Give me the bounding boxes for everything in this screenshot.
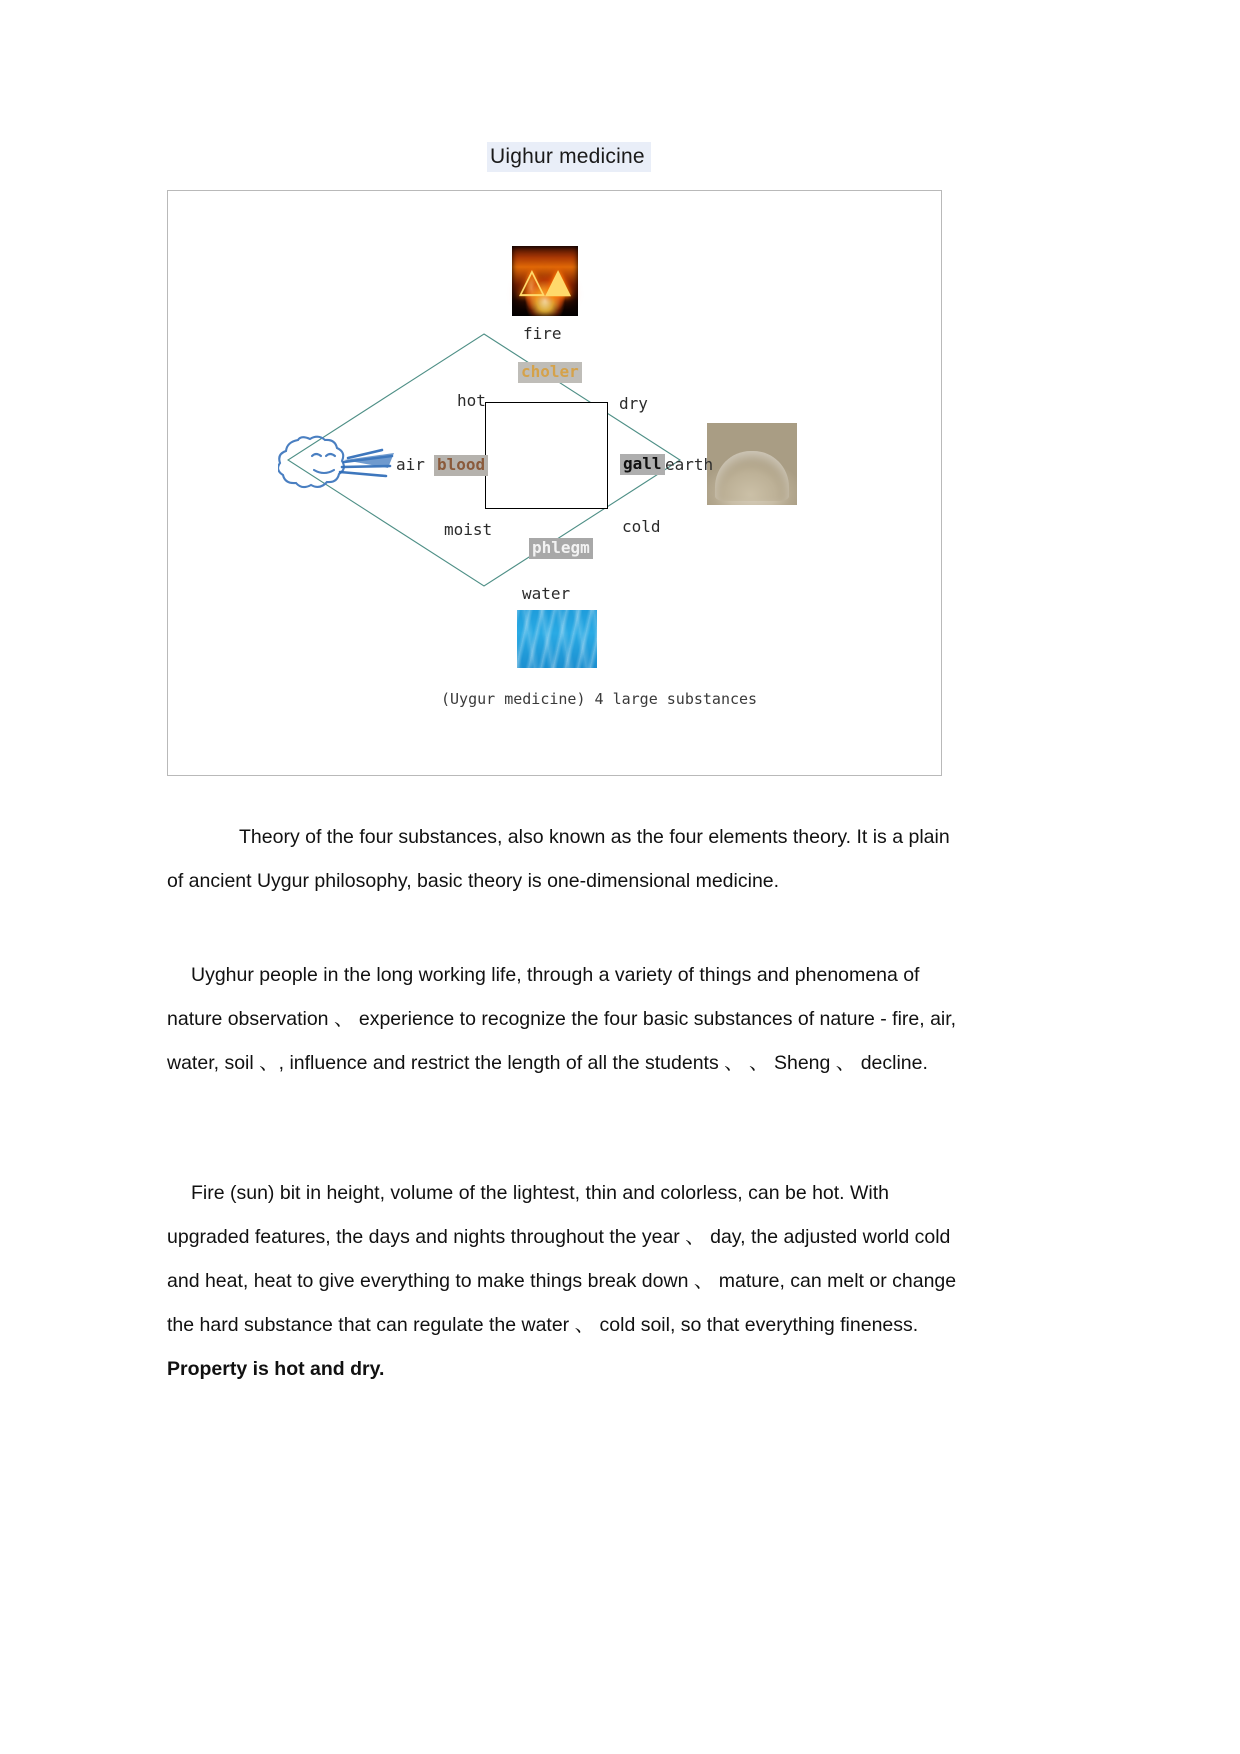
label-cold: cold xyxy=(622,517,661,536)
paragraph-three-text: Fire (sun) bit in height, volume of the lightest, thin and colorless, can be hot. With upgraded features, the days and nights throughout the year 、 day, the adjusted world cold and heat, heat to give everything to make things break down 、 mature, can melt or change the hard substance that can regulate the water 、 cold soil, so that everything fineness. xyxy=(167,1181,957,1336)
label-choler: choler xyxy=(518,362,582,383)
label-air: air xyxy=(396,455,425,474)
page-title: Uighur medicine xyxy=(487,142,651,172)
fire-photo xyxy=(512,246,578,316)
label-phlegm: phlegm xyxy=(529,538,593,559)
label-hot: hot xyxy=(457,391,486,410)
paragraph-three xyxy=(167,1171,957,1391)
label-dry: dry xyxy=(619,394,648,413)
paragraph-two xyxy=(167,953,957,1085)
paragraph-one-text: Theory of the four substances, also known as the four elements theory. It is a plain of ancient Uygur philosophy, basic theory is one-dimensional medicine. xyxy=(167,825,950,892)
label-water: water xyxy=(522,584,571,603)
air-cloud-illustration xyxy=(278,420,396,498)
label-moist: moist xyxy=(444,520,493,539)
label-gall: gall xyxy=(620,454,665,475)
flame-glyph: △▲ xyxy=(518,261,572,301)
paragraph-two-text: Uyghur people in the long working life, through a variety of things and phenomena of nature observation 、 experience to recognize the four basic substances of nature - fire, air, water, soil 、, influence and restrict the length of all the students 、 、 Sheng 、 decline. xyxy=(167,963,957,1074)
paragraph-one xyxy=(167,815,957,903)
inner-square xyxy=(485,402,608,509)
paragraph-three-bold-text: Property is hot and dry. xyxy=(167,1357,385,1380)
earth-sand-photo xyxy=(707,423,797,505)
water-photo xyxy=(517,610,597,668)
label-blood: blood xyxy=(434,455,488,476)
label-earth: earth xyxy=(665,455,714,474)
figure-caption: (Uygur medicine) 4 large substances xyxy=(441,690,758,708)
label-fire: fire xyxy=(523,324,562,343)
sand-mound xyxy=(715,451,789,501)
